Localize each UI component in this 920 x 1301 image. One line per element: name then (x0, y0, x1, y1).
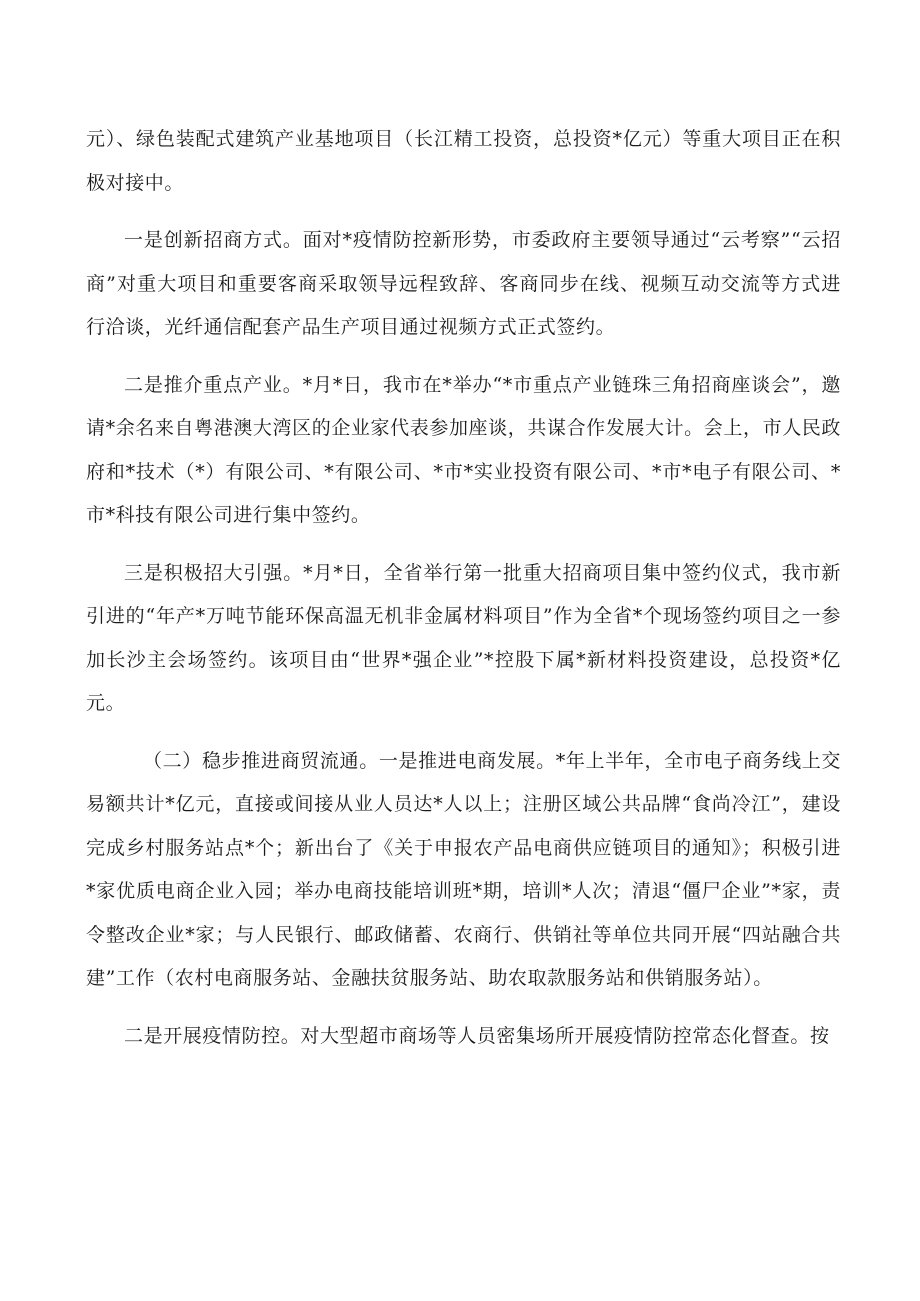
paragraph-innovate-investment: 一是创新招商方式。面对*疫情防控新形势，市委政府主要领导通过“云考察”“云招商”对重大项目和重要客商采取领导远程致辞、客商同步在线、视频互动交流等方式进行洽谈，光纤通信配套产品生产项目通过视频方式正式签约。 (86, 229, 841, 338)
paragraph-continuation: 元）、绿色装配式建筑产业基地项目（长江精工投资，总投资*亿元）等重大项目正在积极对接中。 (86, 128, 841, 194)
paragraph-promote-industry: 二是推介重点产业。*月*日，我市在*举办“*市重点产业链珠三角招商座谈会”，邀请*余名来自粤港澳大湾区的企业家代表参加座谈，共谋合作发展大计。会上，市人民政府和*技术（*）有限公司、*有限公司、*市*实业投资有限公司、*市*电子有限公司、*市*科技有限公司进行集中签约。 (86, 373, 841, 526)
paragraph-attract-large: 三是积极招大引强。*月*日，全省举行第一批重大招商项目集中签约仪式，我市新引进的“年产*万吨节能环保高温无机非金属材料项目”作为全省*个现场签约项目之一参加长沙主会场签约。该项目由“世界*强企业”*控股下属*新材料投资建设，总投资*亿元。 (86, 561, 841, 714)
document-body (86, 118, 841, 1072)
paragraph-commerce-circulation: （二）稳步推进商贸流通。一是推进电商发展。*年上半年，全市电子商务线上交易额共计*亿元，直接或间接从业人员达*人以上；注册区域公共品牌“食尚冷江”，建设完成乡村服务站点*个；新出台了《关于申报农产品电商供应链项目的通知》；积极引进*家优质电商企业入园；举办电商技能培训班*期，培训*人次；清退“僵尸企业”*家，责令整改企业*家；与人民银行、邮政储蓄、农商行、供销社等单位共同开展“四站融合共建”工作（农村电商服务站、金融扶贫服务站、助农取款服务站和供销服务站）。 (86, 749, 841, 989)
paragraph-epidemic-control: 二是开展疫情防控。对大型超市商场等人员密集场所开展疫情防控常态化督查。按 (124, 1024, 830, 1047)
